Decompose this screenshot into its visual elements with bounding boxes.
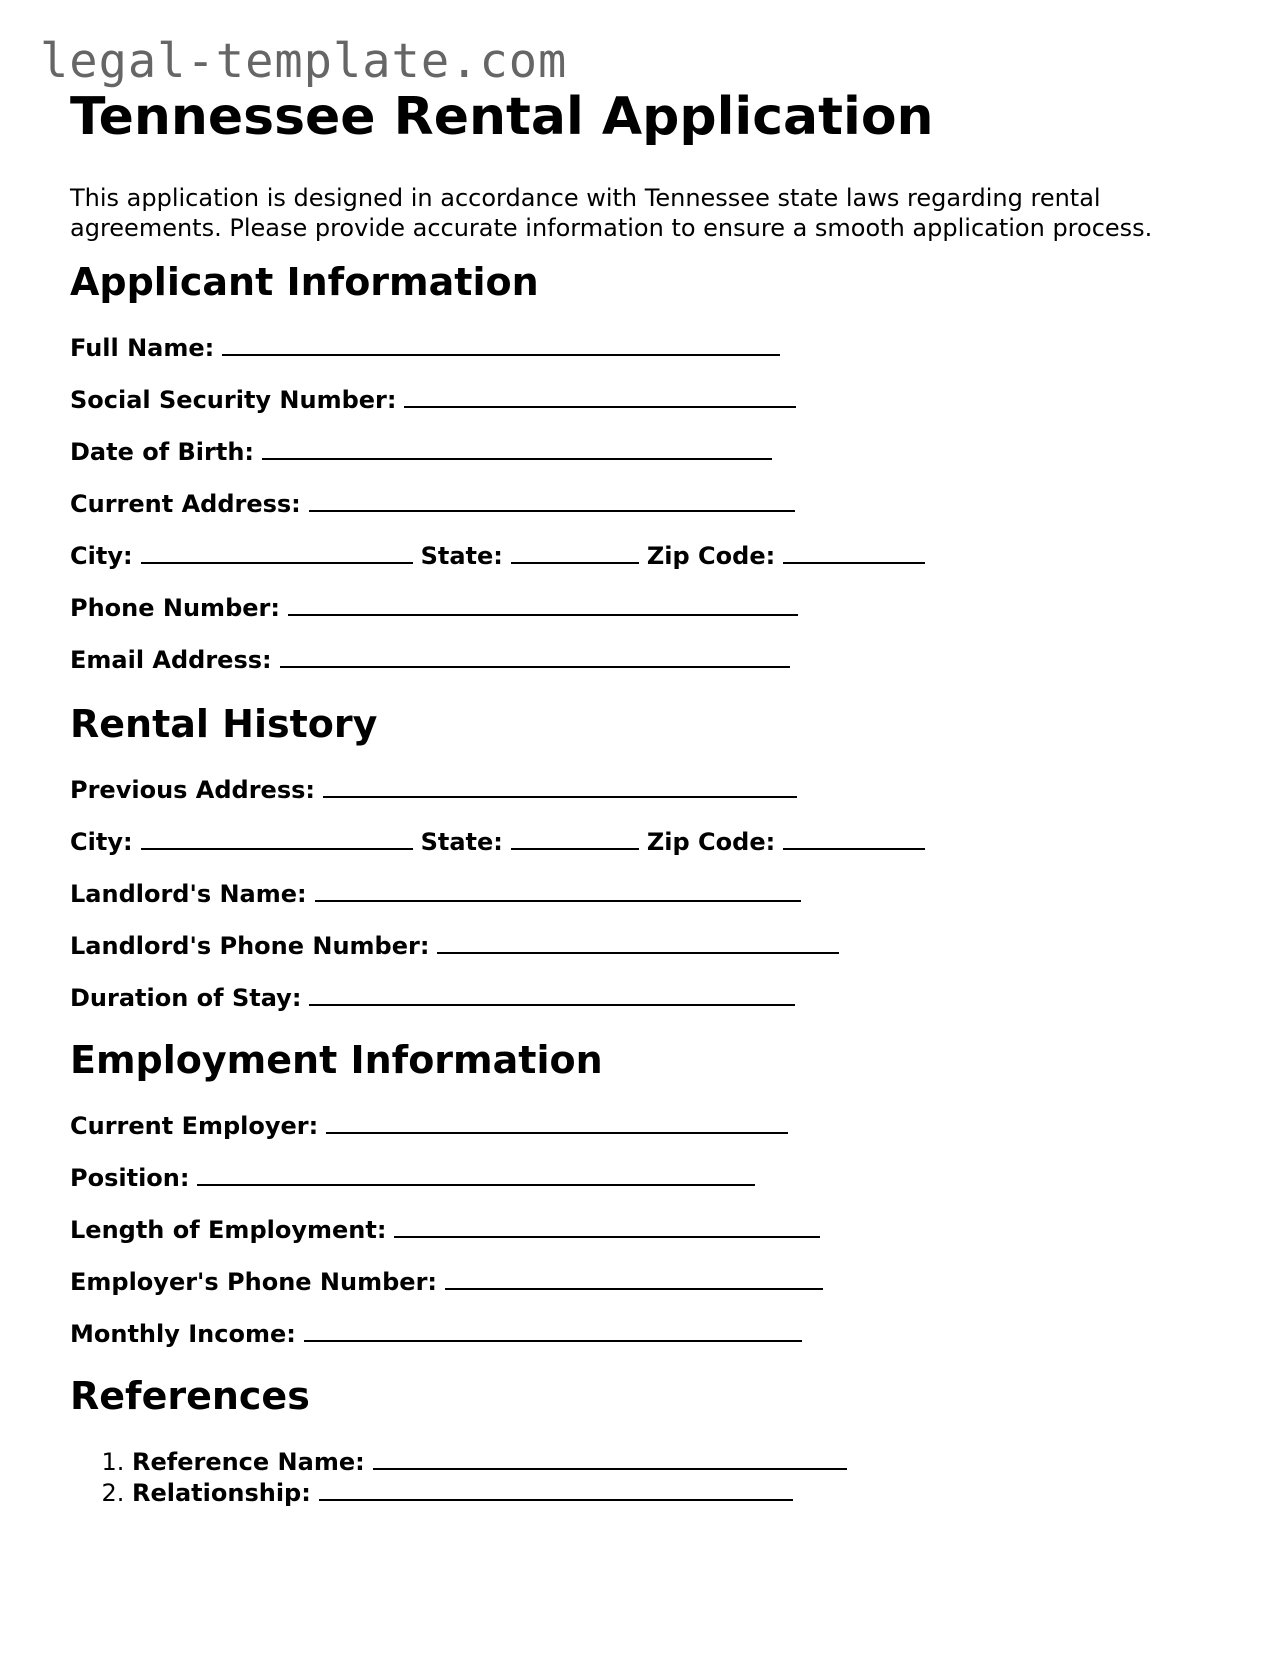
duration-label: Duration of Stay: <box>70 984 302 1012</box>
dob-label: Date of Birth: <box>70 438 255 466</box>
employer-phone-row <box>70 1266 831 1297</box>
applicant-section <box>70 260 539 306</box>
rental-state-field[interactable] <box>511 826 639 850</box>
applicant-heading: Applicant Information <box>70 260 539 304</box>
employer-row <box>70 1110 796 1141</box>
ssn-row <box>70 384 804 415</box>
employment-heading: Employment Information <box>70 1038 603 1082</box>
email-label: Email Address: <box>70 646 272 674</box>
full-name-label: Full Name: <box>70 334 215 362</box>
reference-name-field[interactable] <box>373 1446 847 1470</box>
current-address-label: Current Address: <box>70 490 301 518</box>
dob-field[interactable] <box>262 436 772 460</box>
city-label: City: <box>70 542 133 570</box>
relationship-item <box>132 1477 855 1508</box>
zip-label: Zip Code: <box>646 542 776 570</box>
ssn-field[interactable] <box>404 384 796 408</box>
phone-label: Phone Number: <box>70 594 280 622</box>
zip-field[interactable] <box>783 540 925 564</box>
employment-length-field[interactable] <box>394 1214 820 1238</box>
references-list <box>70 1446 855 1508</box>
landlord-name-label: Landlord's Name: <box>70 880 307 908</box>
rental-state-label: State: <box>420 828 503 856</box>
references-section <box>70 1374 310 1420</box>
employment-section <box>70 1038 603 1084</box>
employment-length-row <box>70 1214 828 1245</box>
landlord-name-field[interactable] <box>315 878 801 902</box>
ssn-label: Social Security Number: <box>70 386 397 414</box>
current-address-row <box>70 488 803 519</box>
rental-zip-label: Zip Code: <box>646 828 776 856</box>
employer-phone-label: Employer's Phone Number: <box>70 1268 437 1296</box>
position-label: Position: <box>70 1164 190 1192</box>
email-field[interactable] <box>280 644 790 668</box>
dob-row <box>70 436 780 467</box>
rental-city-label: City: <box>70 828 133 856</box>
phone-row <box>70 592 806 623</box>
city-field[interactable] <box>141 540 413 564</box>
phone-field[interactable] <box>288 592 798 616</box>
rental-heading: Rental History <box>70 702 378 746</box>
landlord-phone-label: Landlord's Phone Number: <box>70 932 430 960</box>
watermark: legal-template.com <box>40 34 568 89</box>
duration-field[interactable] <box>309 982 795 1006</box>
relationship-field[interactable] <box>319 1477 793 1501</box>
rental-city-state-zip-row <box>70 826 933 857</box>
position-row <box>70 1162 763 1193</box>
employer-phone-field[interactable] <box>445 1266 823 1290</box>
income-field[interactable] <box>304 1318 802 1342</box>
previous-address-row <box>70 774 805 805</box>
position-field[interactable] <box>197 1162 755 1186</box>
landlord-phone-field[interactable] <box>437 930 839 954</box>
state-label: State: <box>420 542 503 570</box>
reference-name-item <box>132 1446 855 1477</box>
relationship-label: Relationship: <box>132 1479 311 1507</box>
email-row <box>70 644 798 675</box>
references-heading: References <box>70 1374 310 1418</box>
previous-address-field[interactable] <box>323 774 797 798</box>
income-label: Monthly Income: <box>70 1320 296 1348</box>
intro-paragraph: This application is designed in accordance with Tennessee state laws regarding rental agreements. Please provide accurate information to ensure a smooth application process. <box>70 184 1153 242</box>
employer-label: Current Employer: <box>70 1112 319 1140</box>
city-state-zip-row <box>70 540 933 571</box>
reference-name-label: Reference Name: <box>132 1448 365 1476</box>
references-list-wrap <box>70 1446 855 1508</box>
landlord-phone-row <box>70 930 847 961</box>
income-row <box>70 1318 810 1349</box>
state-field[interactable] <box>511 540 639 564</box>
employer-field[interactable] <box>326 1110 788 1134</box>
duration-row <box>70 982 803 1013</box>
rental-zip-field[interactable] <box>783 826 925 850</box>
rental-city-field[interactable] <box>141 826 413 850</box>
full-name-field[interactable] <box>222 332 780 356</box>
current-address-field[interactable] <box>309 488 795 512</box>
employment-length-label: Length of Employment: <box>70 1216 387 1244</box>
full-name-row <box>70 332 788 363</box>
landlord-name-row <box>70 878 809 909</box>
previous-address-label: Previous Address: <box>70 776 316 804</box>
rental-section <box>70 702 377 748</box>
page-title: Tennessee Rental Application <box>70 87 934 147</box>
